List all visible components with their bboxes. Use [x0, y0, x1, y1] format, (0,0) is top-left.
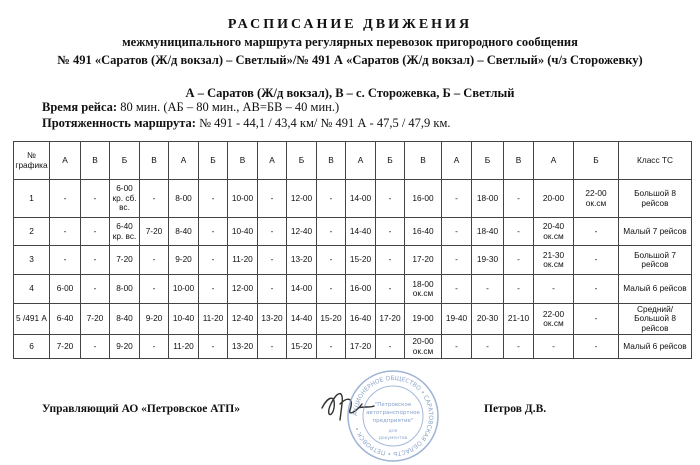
departure-time-cell: -: [140, 275, 169, 304]
route-length-value: № 491 - 44,1 / 43,4 км/ № 491 А - 47,5 / 47,9 км.: [195, 116, 451, 130]
company-stamp: [345, 368, 441, 464]
departure-time-cell: -: [574, 275, 619, 304]
svg-text:для: для: [388, 429, 398, 434]
table-header-row: [14, 142, 692, 180]
subtitle-route-type: межмуниципального маршрута регулярных перевозок пригородного сообщения: [122, 35, 578, 49]
header-stop: В: [405, 142, 442, 180]
departure-time-cell: 22-00 ок.см: [574, 180, 619, 218]
departure-time-cell: -: [534, 275, 574, 304]
departure-time-cell: -: [317, 180, 346, 218]
departure-time-cell: 12-00: [228, 275, 258, 304]
departure-time-cell: -: [199, 335, 228, 359]
departure-time-cell: -: [574, 304, 619, 335]
departure-time-cell: 10-00: [228, 180, 258, 218]
departure-time-cell: 20-00 ок.см: [405, 335, 442, 359]
schedule-number-cell: 5 /491 А: [14, 304, 50, 335]
departure-time-cell: -: [574, 246, 619, 275]
departure-time-cell: 7-20: [110, 246, 140, 275]
departure-time-cell: -: [199, 275, 228, 304]
departure-time-cell: -: [376, 218, 405, 246]
departure-time-cell: -: [504, 246, 534, 275]
departure-time-cell: 11-20: [199, 304, 228, 335]
footer-position: Управляющий АО «Петровское АТП»: [42, 403, 240, 415]
departure-time-cell: 10-40: [228, 218, 258, 246]
departure-time-cell: 12-40: [287, 218, 317, 246]
departure-time-cell: 17-20: [376, 304, 405, 335]
departure-time-cell: 18-40: [472, 218, 504, 246]
departure-time-cell: 8-40: [169, 218, 199, 246]
header-stop: А: [442, 142, 472, 180]
departure-time-cell: -: [574, 218, 619, 246]
departure-time-cell: 11-20: [169, 335, 199, 359]
departure-time-cell: 12-00: [287, 180, 317, 218]
departure-time-cell: 9-20: [110, 335, 140, 359]
route-length-line: [42, 116, 451, 131]
departure-time-cell: -: [50, 180, 81, 218]
header-stop: В: [140, 142, 169, 180]
departure-time-cell: -: [472, 335, 504, 359]
departure-time-cell: -: [258, 246, 287, 275]
header-stop: А: [50, 142, 81, 180]
schedule-number-cell: 6: [14, 335, 50, 359]
departure-time-cell: -: [317, 335, 346, 359]
header-stop: Б: [574, 142, 619, 180]
svg-text:предприятие": предприятие": [372, 418, 414, 424]
vehicle-class-cell: Средний/ Большой 8 рейсов: [619, 304, 692, 335]
departure-time-cell: -: [81, 246, 110, 275]
departure-time-cell: 20-30: [472, 304, 504, 335]
departure-time-cell: 14-00: [346, 180, 376, 218]
departure-time-cell: 7-20: [81, 304, 110, 335]
departure-time-cell: -: [376, 180, 405, 218]
departure-time-cell: -: [504, 218, 534, 246]
departure-time-cell: 8-00: [169, 180, 199, 218]
vehicle-class-cell: Малый 7 рейсов: [619, 218, 692, 246]
departure-time-cell: -: [140, 335, 169, 359]
vehicle-class-cell: Большой 8 рейсов: [619, 180, 692, 218]
header-vehicle-class: Класс ТС: [619, 142, 692, 180]
departure-time-cell: -: [442, 275, 472, 304]
departure-time-cell: 19-40: [442, 304, 472, 335]
departure-time-cell: 21-30 ок.см: [534, 246, 574, 275]
departure-time-cell: -: [504, 180, 534, 218]
departure-time-cell: -: [504, 335, 534, 359]
departure-time-cell: 10-00: [169, 275, 199, 304]
departure-time-cell: 13-20: [228, 335, 258, 359]
table-row: [14, 304, 692, 335]
header-stop: А: [534, 142, 574, 180]
header-stop: Б: [110, 142, 140, 180]
header-stop: А: [258, 142, 287, 180]
vehicle-class-cell: Малый 6 рейсов: [619, 335, 692, 359]
trip-time-value: 80 мин. (АБ – 80 мин., АВ=БВ – 40 мин.): [117, 100, 340, 114]
departure-time-cell: -: [442, 218, 472, 246]
table-row: [14, 246, 692, 275]
departure-time-cell: 15-20: [287, 335, 317, 359]
departure-time-cell: -: [317, 246, 346, 275]
departure-time-cell: 7-20: [50, 335, 81, 359]
table-row: [14, 218, 692, 246]
departure-time-cell: -: [472, 275, 504, 304]
departure-time-cell: 8-00: [110, 275, 140, 304]
departure-time-cell: -: [81, 180, 110, 218]
subtitle-route-names: № 491 «Саратов (Ж/д вокзал) – Светлый»/№ 491 А «Саратов (Ж/д вокзал) – Светлый» (ч/з Сторожевку): [57, 53, 643, 67]
vehicle-class-cell: Малый 6 рейсов: [619, 275, 692, 304]
departure-time-cell: 15-20: [317, 304, 346, 335]
departure-time-cell: 19-30: [472, 246, 504, 275]
header-stop: Б: [376, 142, 405, 180]
departure-time-cell: 22-00 ок.см: [534, 304, 574, 335]
departure-time-cell: -: [50, 218, 81, 246]
departure-time-cell: -: [376, 246, 405, 275]
header-stop: В: [317, 142, 346, 180]
svg-text:"Петровское: "Петровское: [374, 402, 412, 408]
header-schedule-number: № графика: [14, 142, 50, 180]
departure-time-cell: -: [574, 335, 619, 359]
departure-time-cell: -: [258, 180, 287, 218]
svg-text:АКЦИОНЕРНОЕ ОБЩЕСТВО • САРАТОВ: АКЦИОНЕРНОЕ ОБЩЕСТВО • САРАТОВСКАЯ ОБЛАСТЬ • ПЕТРОВСК •: [351, 374, 435, 458]
header-stop: А: [346, 142, 376, 180]
departure-time-cell: -: [534, 335, 574, 359]
departure-time-cell: 14-40: [346, 218, 376, 246]
departure-time-cell: 6-00: [50, 275, 81, 304]
departure-time-cell: 21-10: [504, 304, 534, 335]
header-stop: А: [169, 142, 199, 180]
departure-time-cell: -: [442, 180, 472, 218]
departure-time-cell: 14-00: [287, 275, 317, 304]
departure-time-cell: 15-20: [346, 246, 376, 275]
departure-time-cell: -: [317, 218, 346, 246]
departure-time-cell: -: [258, 218, 287, 246]
departure-time-cell: -: [81, 335, 110, 359]
departure-time-cell: 18-00: [472, 180, 504, 218]
departure-time-cell: 8-40: [110, 304, 140, 335]
departure-time-cell: 10-40: [169, 304, 199, 335]
departure-time-cell: 11-20: [228, 246, 258, 275]
departure-time-cell: 18-00 ок.см: [405, 275, 442, 304]
departure-time-cell: -: [199, 246, 228, 275]
departure-time-cell: -: [81, 218, 110, 246]
departure-time-cell: -: [504, 275, 534, 304]
departure-time-cell: 16-00: [405, 180, 442, 218]
schedule-number-cell: 3: [14, 246, 50, 275]
departure-time-cell: 19-00: [405, 304, 442, 335]
header-stop: Б: [472, 142, 504, 180]
departure-time-cell: 6-40 кр. вс.: [110, 218, 140, 246]
departure-time-cell: -: [258, 335, 287, 359]
header-stop: В: [504, 142, 534, 180]
table-row: [14, 275, 692, 304]
schedule-number-cell: 4: [14, 275, 50, 304]
departure-time-cell: 9-20: [169, 246, 199, 275]
table-row: [14, 180, 692, 218]
departure-time-cell: 16-00: [346, 275, 376, 304]
trip-time-line: [42, 100, 339, 115]
departure-time-cell: -: [199, 180, 228, 218]
route-length-label: Протяженность маршрута:: [42, 116, 196, 130]
departure-time-cell: -: [50, 246, 81, 275]
schedule-table: [13, 141, 692, 359]
departure-time-cell: -: [376, 275, 405, 304]
departure-time-cell: -: [81, 275, 110, 304]
footer-name: Петров Д.В.: [484, 403, 547, 415]
header-stop: В: [81, 142, 110, 180]
schedule-number-cell: 2: [14, 218, 50, 246]
departure-time-cell: 17-20: [346, 335, 376, 359]
departure-time-cell: 20-40 ок.см: [534, 218, 574, 246]
departure-time-cell: -: [442, 246, 472, 275]
trip-time-label: Время рейса:: [42, 100, 118, 114]
departure-time-cell: 20-00: [534, 180, 574, 218]
subtitle-stop-legend: А – Саратов (Ж/д вокзал), В – с. Сторожевка, Б – Светлый: [185, 86, 515, 100]
page-title: РАСПИСАНИЕ ДВИЖЕНИЯ: [227, 17, 473, 32]
departure-time-cell: -: [258, 275, 287, 304]
departure-time-cell: 13-20: [258, 304, 287, 335]
departure-time-cell: 6-00 кр. сб. вс.: [110, 180, 140, 218]
table-row: [14, 335, 692, 359]
departure-time-cell: 7-20: [140, 218, 169, 246]
svg-text:автотранспортное: автотранспортное: [366, 410, 420, 416]
departure-time-cell: -: [376, 335, 405, 359]
departure-time-cell: 14-40: [287, 304, 317, 335]
schedule-number-cell: 1: [14, 180, 50, 218]
departure-time-cell: 16-40: [346, 304, 376, 335]
departure-time-cell: 9-20: [140, 304, 169, 335]
departure-time-cell: -: [317, 275, 346, 304]
header-stop: Б: [199, 142, 228, 180]
departure-time-cell: -: [140, 180, 169, 218]
departure-time-cell: -: [199, 218, 228, 246]
departure-time-cell: 12-40: [228, 304, 258, 335]
departure-time-cell: 6-40: [50, 304, 81, 335]
header-stop: В: [228, 142, 258, 180]
departure-time-cell: 17-20: [405, 246, 442, 275]
departure-time-cell: 16-40: [405, 218, 442, 246]
departure-time-cell: 13-20: [287, 246, 317, 275]
departure-time-cell: -: [442, 335, 472, 359]
departure-time-cell: -: [140, 246, 169, 275]
header-stop: Б: [287, 142, 317, 180]
vehicle-class-cell: Большой 7 рейсов: [619, 246, 692, 275]
svg-text:документов: документов: [378, 436, 408, 441]
